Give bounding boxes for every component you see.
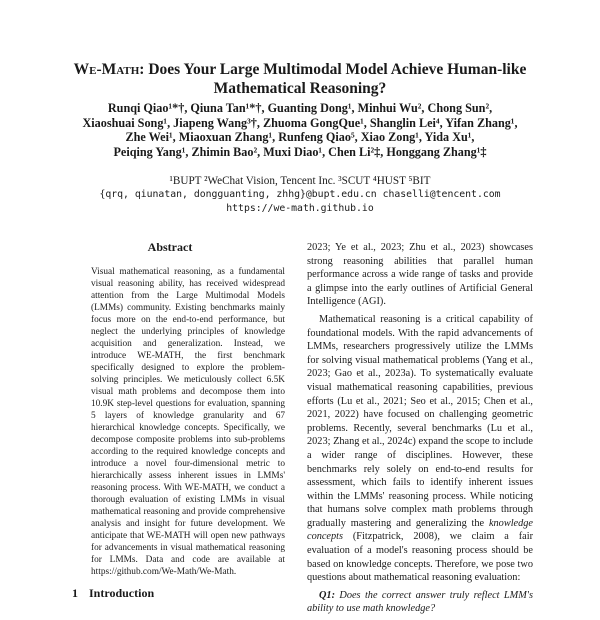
question-1	[307, 589, 533, 616]
title-line-1	[60, 60, 540, 79]
author-line-1: Runqi Qiao¹*†, Qiuna Tan¹*†, Guanting Dong¹, Minhui Wu², Chong Sun²,	[107, 101, 493, 115]
project-url[interactable]: https://we-math.github.io	[226, 203, 374, 214]
author-line-2: Xiaoshuai Song¹, Jiapeng Wang³†, Zhuoma GongQue¹, Shanglin Lei⁴, Yifan Zhang¹,	[82, 115, 518, 130]
title-rest: : Does Your Large Multimodal Model Achieve Human-like	[139, 61, 527, 78]
para2-text-b: (Fitzpatrick, 2008), we claim a fair evaluation of a model's reasoning process should be based on knowledge concepts. Therefore, we pose two questions about mathematical reasoning evaluation:	[307, 531, 533, 584]
title-prefix: We-Math	[73, 61, 140, 78]
author-line-4: Peiqing Yang¹, Zhimin Bao², Muxi Diao¹, Chen Li²‡, Honggang Zhang¹‡	[113, 144, 487, 159]
question-1-text: Does the correct answer truly reflect LMM's ability to use math knowledge?	[307, 589, 533, 615]
paragraph-continued: 2023; Ye et al., 2023; Zhu et al., 2023) showcases strong reasoning abilities that parallel human performance across a wide range of tasks and provide a glimpse into the early outlines of Artificial General Intelligence (AGI).	[307, 242, 533, 308]
author-list	[40, 101, 560, 159]
affiliations: ¹BUPT ²WeChat Vision, Tencent Inc. ³SCUT ⁴HUST ⁵BIT	[169, 175, 431, 187]
title-line-2: Mathematical Reasoning?	[213, 80, 387, 97]
section-number: 1	[72, 586, 78, 600]
question-1-label: Q1:	[319, 589, 336, 601]
section-title: Introduction	[89, 586, 155, 600]
abstract-heading: Abstract	[147, 240, 193, 254]
para2-italic: knowledge concepts	[307, 517, 533, 543]
right-column	[307, 241, 533, 620]
paper-title	[60, 60, 540, 98]
abstract-body: Visual mathematical reasoning, as a fundamental visual reasoning ability, has received widespread attention from the Large Multimodal Models (LMMs) community. Existing benchmarks mainly focus more on the end-to-end performance, but neglect the underlying principles of knowledge acquisition and generalization. Instead, we introduce WE-MATH, the first benchmark specifically designed to explore the problem-solving principles. We meticulously collect 6.5K visual math problems and decompose them into 10.9K step-level questions for evaluation, spanning 5 layers of knowledge granularity and 67 hierarchical knowledge concepts. Specifically, we decompose composite problems into sub-problems according to the required knowledge concepts and introduce a novel four-dimensional metric to hierarchically assess inherent issues in LMMs' reasoning process. With WE-MATH, we conduct a thorough evaluation of existing LMMs in visual mathematical reasoning and provide comprehensive analysis and insight for future development. We anticipate that WE-MATH will open new pathways for advancements in visual mathematical reasoning for LMMs. Data and code are available at https://github.com/We-Math/We-Math.	[91, 267, 285, 577]
author-emails: {qrq, qiunatan, dongguanting, zhhg}@bupt.edu.cn chaselli@tencent.com	[99, 189, 501, 200]
author-line-3: Zhe Wei¹, Miaoxuan Zhang¹, Runfeng Qiao⁵, Xiao Zong¹, Yida Xu¹,	[125, 130, 475, 145]
section-heading	[72, 586, 165, 601]
paragraph-math-reasoning	[307, 313, 533, 585]
para2-text-a: Mathematical reasoning is a critical capability of foundational models. With the rapid advancements of LMMs, researchers progressively utilize the LMMs for solving visual mathematical problems (Yang et al., 2023; Gao et al., 2023a). To systematically evaluate visual mathematical reasoning capabilities, previous efforts (Lu et al., 2021; Seo et al., 2015; Chen et al., 2021, 2022) have focused on challenging geometric problems. Recently, several benchmarks (Lu et al., 2023; Zhang et al., 2024c) expand the scope to include a wider range of disciplines. However, these benchmarks rely solely on end-to-end results for assessment, which fails to identify inherent issues within the LMMs' reasoning process. While noticing that humans solve complex math problems through gradually mastering and generalizing the	[307, 313, 533, 529]
